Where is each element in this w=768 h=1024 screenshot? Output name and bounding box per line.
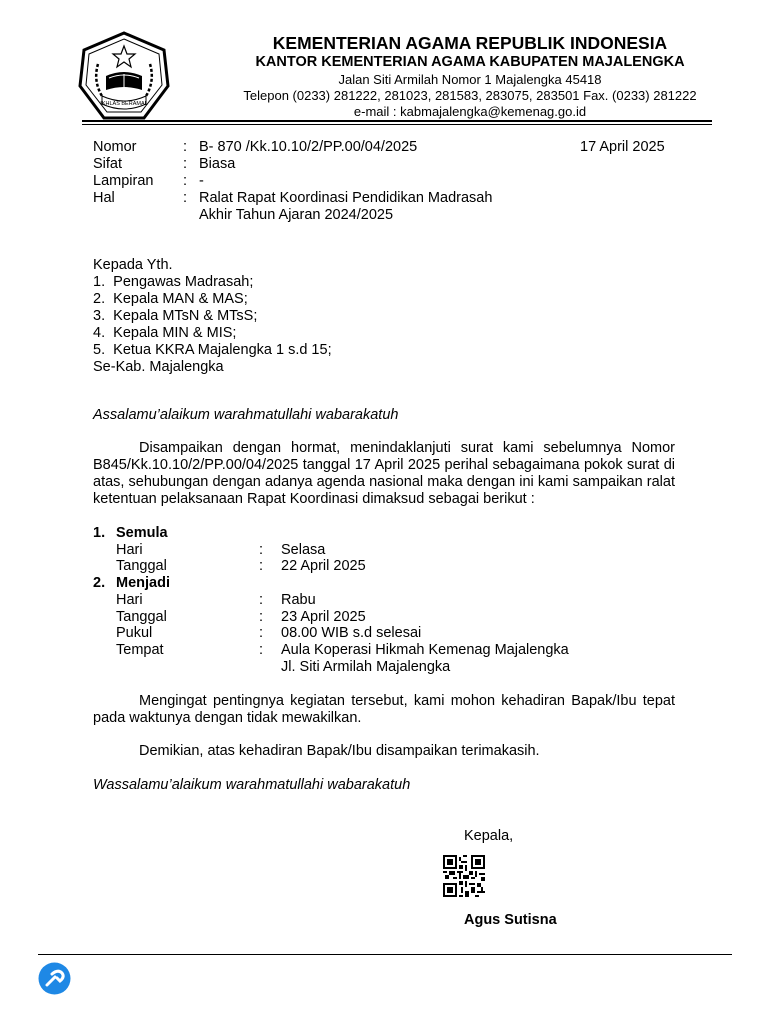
qr-code-icon xyxy=(443,855,485,897)
list-item: 3. Kepala MTsN & MTsS; xyxy=(93,308,258,324)
signature-title: Kepala, xyxy=(464,828,514,844)
schedule-old-heading: 1. Semula xyxy=(93,525,168,541)
footer-divider xyxy=(38,954,732,955)
schedule-row: Jl. Siti Armilah Majalengka xyxy=(281,658,451,675)
list-item: 4. Kepala MIN & MIS; xyxy=(93,325,237,341)
schedule-row: Pukul : 08.00 WIB s.d selesai xyxy=(116,625,422,642)
meta-row-hal: Hal : Ralat Rapat Koordinasi Pendidikan Madrasah xyxy=(93,190,493,206)
ministry-title: KEMENTERIAN AGAMA REPUBLIK INDONESIA xyxy=(272,33,668,53)
closing-greeting: Wassalamu’alaikum warahmatullahi wabarakatuh xyxy=(93,777,411,793)
schedule-row: Tempat : Aula Koperasi Hikmah Kemenag Majalengka xyxy=(116,641,569,658)
schedule-row: Hari : Selasa xyxy=(116,541,326,558)
greeting: Assalamu’alaikum warahmatullahi wabarakatuh xyxy=(93,407,399,423)
recipients xyxy=(93,257,332,376)
header-divider-thin xyxy=(82,124,712,125)
svg-text:IKHLAS BERAMAL: IKHLAS BERAMAL xyxy=(100,101,148,107)
body-paragraph-3: Demikian, atas kehadiran Bapak/Ibu disampaikan terimakasih. xyxy=(139,743,540,759)
schedule-block xyxy=(93,525,693,675)
meta-row-sifat: Sifat : Biasa xyxy=(93,156,236,172)
schedule-row: Tanggal : 23 April 2025 xyxy=(116,608,366,625)
recipients-location: Se-Kab. Majalengka xyxy=(93,359,224,375)
schedule-new-heading: 2. Menjadi xyxy=(93,575,170,592)
kemenag-emblem-icon xyxy=(76,30,172,122)
scribd-badge-icon[interactable] xyxy=(38,962,71,995)
office-phone: Telepon (0233) 281222, 281023, 281583, 283075, 283501 Fax. (0233) 281222 xyxy=(243,88,697,103)
recipients-intro: Kepada Yth. xyxy=(93,257,173,273)
schedule-row: Tanggal : 22 April 2025 xyxy=(116,558,366,575)
meta-row-hal-cont: Akhir Tahun Ajaran 2024/2025 xyxy=(199,207,394,223)
list-item: 2. Kepala MAN & MAS; xyxy=(93,291,248,307)
header-divider xyxy=(82,120,712,122)
letter-date: 17 April 2025 xyxy=(580,139,665,155)
office-email: e-mail : kabmajalengka@kemenag.go.id xyxy=(353,104,587,119)
meta-row-nomor: Nomor : B- 870 /Kk.10.10/2/PP.00/04/2025 xyxy=(93,139,418,155)
signatory-name: Agus Sutisna xyxy=(464,912,557,928)
meta-row-lampiran: Lampiran : - xyxy=(93,173,204,189)
office-title: KANTOR KEMENTERIAN AGAMA KABUPATEN MAJALENGKA xyxy=(255,54,685,70)
schedule-row: Hari : Rabu xyxy=(116,591,316,608)
office-address: Jalan Siti Armilah Nomor 1 Majalengka 45418 xyxy=(338,72,602,87)
body-paragraph-1: Disampaikan dengan hormat, menindaklanjuti surat kami sebelumnya Nomor B845/Kk.10.10/2/PP.00/04/2025 tanggal 17 April 2025 perihal sebagaimana pokok surat di atas, sehubungan dengan adanya agenda nasional maka dengan ini kami sampaikan ralat ketentuan pelaksanaan Rapat Koordinasi dimaksud sebagai berikut : xyxy=(93,440,675,507)
list-item: 1. Pengawas Madrasah; xyxy=(93,274,254,290)
body-paragraph-2: Mengingat pentingnya kegiatan tersebut, kami mohon kehadiran Bapak/Ibu tepat pada waktunya dengan tidak mewakilkan. xyxy=(93,693,675,726)
list-item: 5. Ketua KKRA Majalengka 1 s.d 15; xyxy=(93,342,332,358)
